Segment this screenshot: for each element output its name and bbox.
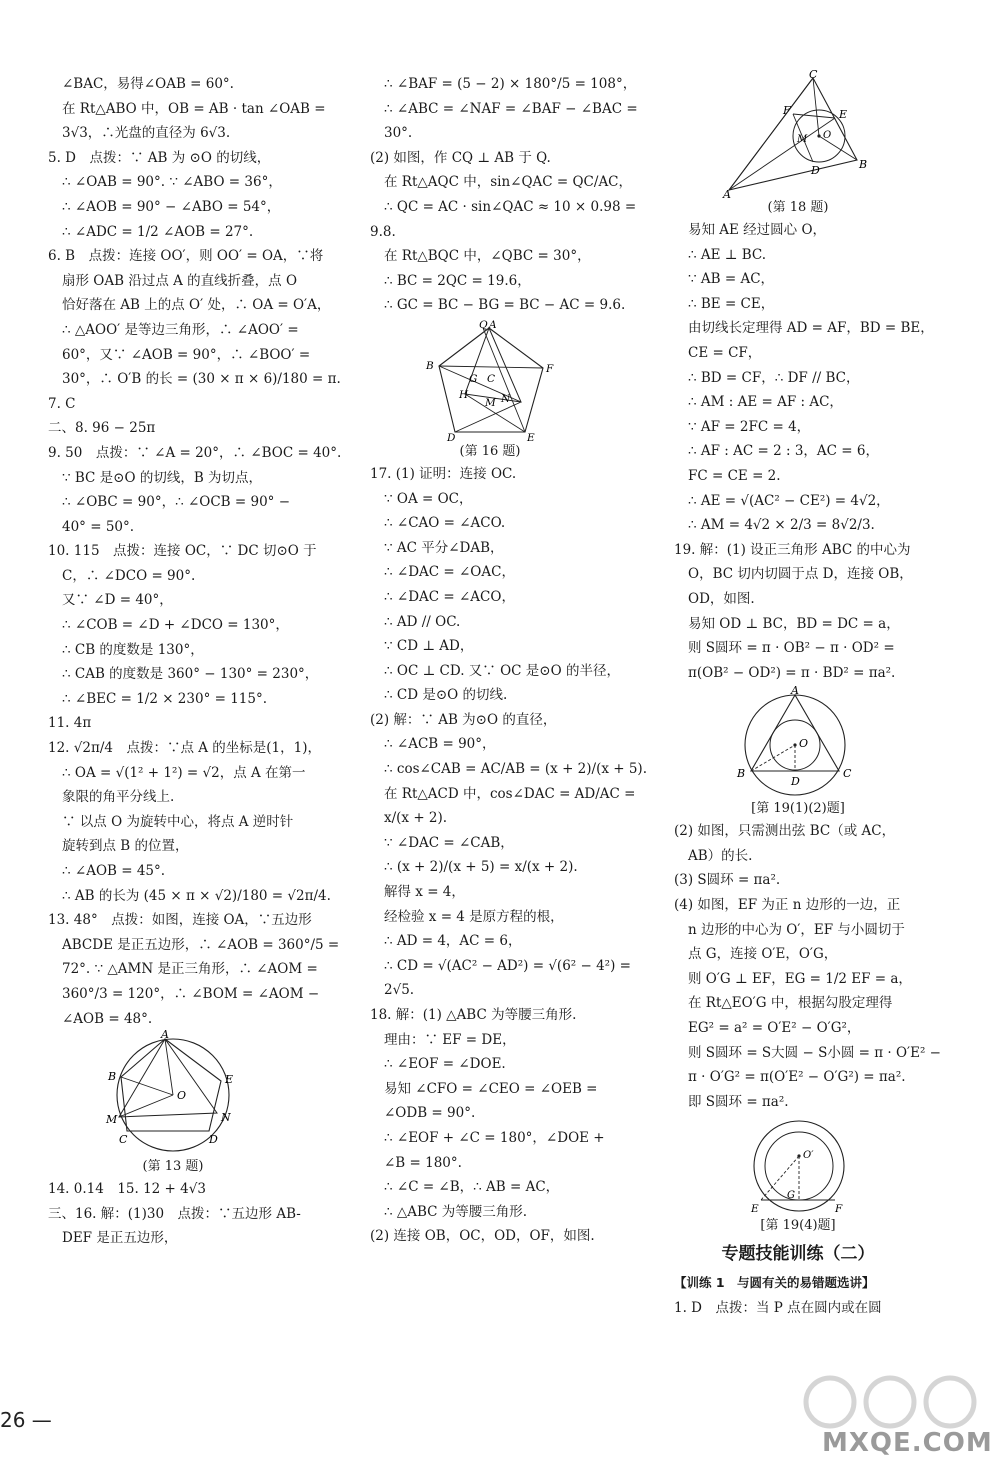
text-line: (2) 如图，只需测出弦 BC（或 AC， <box>674 823 896 840</box>
text-line: ∴ ∠EOF + ∠C = 180°，∠DOE + <box>384 1129 605 1146</box>
text-line: FC = CE = 2. <box>688 467 781 484</box>
text-line: ∴ CD = √(AC² − AD²) = √(6² − 4²) = <box>384 957 631 974</box>
text-line: ∴ CB 的度数是 130°， <box>62 641 204 658</box>
text-line: ∴ ∠ACB = 90°， <box>384 736 496 753</box>
fig18-label-m: M <box>797 134 808 145</box>
text-line: ∠B = 180°. <box>384 1154 462 1171</box>
text-line: C，∴ ∠DCO = 90°. <box>62 567 196 584</box>
fig13-label-e: E <box>225 1073 234 1087</box>
text-line: ∴ CD 是⊙O 的切线. <box>384 687 508 704</box>
text-line: 10. 115 点拨：连接 OC，∵ DC 切⊙O 于 <box>48 543 317 560</box>
text-line: 9. 50 点拨：∵ ∠A = 20°，∴ ∠BOC = 40°. <box>48 444 342 461</box>
figure-18 <box>723 68 873 201</box>
column-middle <box>370 72 647 1249</box>
text-line: π · O′G² = π(O′E² − O′G²) = πa². <box>688 1069 906 1086</box>
text-line: ∴ ∠DAC = ∠OAC， <box>384 564 515 581</box>
figure-19-1-2-caption: [第 19(1)(2)题] <box>751 801 845 817</box>
text-line: ∴ QC = AC · sin∠QAC ≈ 10 × 0.98 = <box>384 198 637 215</box>
fig16-label-c: C <box>487 372 496 385</box>
figure-13 <box>103 1028 243 1157</box>
text-line: 又∵ ∠D = 40°， <box>62 592 173 609</box>
text-line: 恰好落在 AB 上的点 O′ 处，∴ OA = O′A， <box>62 297 331 314</box>
text-line: ∴ AE = √(AC² − CE²) = 4√2， <box>688 492 890 509</box>
text-line: ∴ BC = 2QC = 19.6， <box>384 272 531 289</box>
text-line: ∴ AE ⊥ BC. <box>688 246 767 263</box>
fig18-label-f: F <box>783 104 791 117</box>
text-line: ∠ODB = 90°. <box>384 1105 476 1122</box>
text-line: 二、8. 96 − 25π <box>48 420 156 437</box>
text-line: 19. 解：(1) 设正三角形 ABC 的中心为 <box>674 541 911 558</box>
fig19b-label-f: F <box>835 1203 843 1216</box>
text-line: ∵ ∠DAC = ∠CAB， <box>384 834 514 851</box>
fig16-label-e: E <box>527 431 535 444</box>
text-line: 72°. ∵ △AMN 是正三角形，∴ ∠AOM = <box>62 961 318 978</box>
fig16-label-h: H <box>459 388 469 401</box>
text-line: 6. B 点拨：连接 OO′，则 OO′ = OA，∵将 <box>48 248 324 265</box>
fig18-label-d: D <box>811 164 820 177</box>
text-line: (2) 如图，作 CQ ⊥ AB 于 Q. <box>370 149 551 166</box>
text-line: 60°，又∵ ∠AOB = 90°，∴ ∠BOO′ = <box>62 346 311 363</box>
fig13-label-a: A <box>161 1028 169 1042</box>
fig18-label-a: A <box>723 188 731 201</box>
text-line: ∴ △ABC 为等腰三角形. <box>384 1203 528 1220</box>
text-line: 解得 x = 4， <box>384 884 465 901</box>
column-left-tail <box>48 1177 301 1251</box>
watermark-text: MXQE.COM <box>822 1428 993 1458</box>
text-line: 13. 48° 点拨：如图，连接 OA，∵五边形 <box>48 912 312 929</box>
column-middle-tail <box>370 462 647 1249</box>
text-line: ∴ ∠CAO = ∠ACO. <box>384 515 506 532</box>
text-line: 理由：∵ EF = DE， <box>384 1031 516 1048</box>
text-line: ∵ AF = 2FC = 4， <box>688 418 811 435</box>
text-line: ∵ 以点 O 为旋转中心，将点 A 逆时针 <box>62 813 294 830</box>
text-line: ∴ AF : AC = 2 : 3，AC = 6， <box>688 443 879 460</box>
figure-19-4-caption: [第 19(4)题] <box>760 1218 836 1234</box>
text-line: 在 Rt△BQC 中，∠QBC = 30°， <box>384 248 591 265</box>
fig13-label-d: D <box>209 1133 218 1147</box>
text-line: (4) 如图，EF 为正 n 边形的一边，正 <box>674 897 901 914</box>
text-line: 扇形 OAB 沿过点 A 的直线折叠，点 O <box>62 272 298 289</box>
text-line: ∴ BD = CF，∴ DF // BC， <box>688 369 860 386</box>
text-line: 2√5. <box>384 982 415 999</box>
text-line: ∴ ∠OAB = 90°. ∵ ∠ABO = 36°， <box>62 174 282 191</box>
fig19a-label-o: O <box>799 737 809 751</box>
text-line: ∴ ∠BEC = 1/2 × 230° = 115°. <box>62 690 268 707</box>
text-line: 40° = 50°. <box>62 518 135 535</box>
text-line: ∴ OC ⊥ CD. 又∵ OC 是⊙O 的半径， <box>384 662 620 679</box>
training-title: 【训练 1 与圆有关的易错题选讲】 <box>674 1275 875 1290</box>
text-line: 易知 OD ⊥ BC，BD = DC = a， <box>688 615 900 632</box>
text-line: ∵ CD ⊥ AD， <box>384 638 474 655</box>
text-line: 则 S圆环 = π · OB² − π · OD² = <box>688 640 895 657</box>
text-line: ∴ ∠BAF = (5 − 2) × 180°/5 = 108°， <box>384 76 637 92</box>
text-line: ∴ ∠DAC = ∠ACO， <box>384 588 515 605</box>
fig19b-label-g: G <box>787 1190 795 1202</box>
figure-16-caption: (第 16 题) <box>459 443 521 459</box>
fig13-label-c: C <box>119 1133 128 1147</box>
column-left-lines <box>48 72 342 1031</box>
fig19b-label-e: E <box>751 1203 759 1216</box>
fig13-label-b: B <box>108 1070 117 1084</box>
text-line: 在 Rt△ACD 中，cos∠DAC = AD/AC = <box>384 785 636 802</box>
text-line: (2) 解：∵ AB 为⊙O 的直径， <box>370 711 557 728</box>
text-line: 11. 4π <box>48 715 92 732</box>
figure-19-1-2 <box>733 684 863 799</box>
column-right <box>674 68 941 1320</box>
text-line: DEF 是正五边形， <box>62 1230 178 1247</box>
fig16-label-d: D <box>447 431 456 444</box>
text-line: ∠BAC，易得∠OAB = 60°. <box>62 76 234 92</box>
training-first-line: 1. D 点拨：当 P 点在圆内或在圆 <box>674 1299 882 1316</box>
fig16-label-b: B <box>426 359 434 372</box>
text-line: ∵ AC 平分∠DAB， <box>384 539 504 556</box>
text-line: OD，如图. <box>688 590 755 607</box>
text-line: ∴ ∠ADC = 1/2 ∠AOB = 27°. <box>62 223 254 240</box>
text-line: 在 Rt△AQC 中，sin∠QAC = QC/AC， <box>384 174 633 191</box>
figure-19-4 <box>743 1116 853 1216</box>
text-line: ∴ OA = √(1² + 1²) = √2，点 A 在第一 <box>62 764 306 781</box>
text-line: ∴ CAB 的度数是 360° − 130° = 230°， <box>62 666 319 683</box>
text-line: 3√3，∴光盘的直径为 6√3. <box>62 125 231 142</box>
text-line: ∴ AM = 4√2 × 2/3 = 8√2/3. <box>688 517 875 534</box>
text-line: π(OB² − OD²) = π · BD² = πa². <box>688 664 896 681</box>
text-line: ∴ AD = 4，AC = 6， <box>384 933 522 950</box>
text-line: (3) S圆环 = πa². <box>674 872 781 889</box>
fig16-label-f: F <box>546 362 554 375</box>
fig18-label-e: E <box>839 108 848 121</box>
text-line: 易知 AE 经过圆心 O， <box>688 222 827 238</box>
text-line: 象限的角平分线上. <box>62 789 175 806</box>
column-middle-lines <box>370 72 638 318</box>
fig16-label-a: A <box>489 318 497 331</box>
fig13-label-o: O <box>177 1089 187 1103</box>
figure-18-caption: (第 18 题) <box>767 200 829 215</box>
text-line: 经检验 x = 4 是原方程的根， <box>384 908 564 925</box>
text-line: 18. 解：(1) △ABC 为等腰三角形. <box>370 1007 577 1023</box>
text-line: 由切线长定理得 AD = AF，BD = BE， <box>688 320 934 337</box>
text-line: ∴ cos∠CAB = AC/AB = (x + 2)/(x + 5). <box>384 761 647 778</box>
text-line: 在 Rt△EO′G 中，根据勾股定理得 <box>688 995 893 1012</box>
fig16-label-g: G <box>469 372 478 385</box>
text-line: 点 G，连接 O′E，O′G， <box>688 946 838 963</box>
page-number: 26 — <box>0 1408 52 1432</box>
text-line: ∴ ∠OBC = 90°，∴ ∠OCB = 90° − <box>62 494 291 511</box>
figure-16 <box>425 320 555 442</box>
text-line: ∠AOB = 48°. <box>62 1010 153 1027</box>
text-line: ∴ (x + 2)/(x + 5) = x/(x + 2). <box>384 859 578 876</box>
text-line: 14. 0.14 15. 12 + 4√3 <box>48 1181 206 1198</box>
text-line: ∴ ∠AOB = 45°. <box>62 863 166 879</box>
text-line: 7. C <box>48 395 76 412</box>
text-line: ∴ ∠EOF = ∠DOE. <box>384 1056 506 1073</box>
text-line: ∴ ∠COB = ∠D + ∠DCO = 130°， <box>62 617 289 634</box>
text-line: ∴ AM : AE = AF : AC， <box>688 394 843 411</box>
text-line: (2) 连接 OB，OC，OD，OF，如图. <box>370 1228 595 1245</box>
fig19a-label-a: A <box>791 684 799 698</box>
text-line: 5. D 点拨：∵ AB 为 ⊙O 的切线， <box>48 149 271 166</box>
text-line: ∴ △AOO′ 是等边三角形，∴ ∠AOO′ = <box>62 321 299 338</box>
text-line: 30°，∴ O′B 的长 = (30 × π × 6)/180 = π. <box>62 371 341 388</box>
text-line: 30°. <box>384 125 413 142</box>
fig18-label-b: B <box>859 158 868 171</box>
text-line: EG² = a² = O′E² − O′G²， <box>688 1020 861 1037</box>
text-line: 在 Rt△ABO 中，OB = AB · tan ∠OAB = <box>62 100 326 117</box>
column-left <box>48 72 342 1251</box>
text-line: ∵ AB = AC， <box>688 271 775 288</box>
fig16-label-n: N <box>501 392 511 405</box>
text-line: 则 O′G ⊥ EF，EG = 1/2 EF = a， <box>688 970 912 987</box>
text-line: 17. (1) 证明：连接 OC. <box>370 465 517 482</box>
fig13-label-m: M <box>106 1113 118 1127</box>
fig16-label-m: M <box>485 396 496 409</box>
text-line: CE = CF， <box>688 344 762 361</box>
fig16-label-q: Q <box>479 318 488 331</box>
text-line: AB）的长. <box>688 847 753 864</box>
fig13-label-n: N <box>221 1111 231 1125</box>
text-line: x/(x + 2). <box>384 810 448 827</box>
section-title: 专题技能训练（二） <box>721 1244 875 1265</box>
text-line: ABCDE 是正五边形，∴ ∠AOB = 360°/5 = <box>62 936 340 953</box>
figure-13-caption: (第 13 题) <box>142 1159 204 1175</box>
fig18-label-o: O <box>823 130 832 141</box>
text-line: ∵ OA = OC， <box>384 490 473 507</box>
fig19a-label-b: B <box>737 767 746 781</box>
fig19b-label-o-prime: O′ <box>803 1150 814 1162</box>
text-line: 则 S圆环 = S大圆 − S小圆 = π · O′E² − <box>688 1044 941 1061</box>
text-line: ∴ GC = BC − BG = BC − AC = 9.6. <box>384 297 626 314</box>
text-line: ∴ ∠C = ∠B，∴ AB = AC， <box>384 1179 560 1196</box>
column-right-mid <box>674 819 941 1114</box>
text-line: ∴ ∠ABC = ∠NAF = ∠BAF − ∠BAC = <box>384 100 638 117</box>
text-line: ∴ ∠AOB = 90° − ∠ABO = 54°， <box>62 198 281 215</box>
fig18-label-c: C <box>809 68 818 81</box>
fig19a-label-d: D <box>791 775 800 789</box>
text-line: 三、16. 解：(1)30 点拨：∵五边形 AB- <box>48 1205 301 1222</box>
text-line: 即 S圆环 = πa². <box>688 1093 789 1110</box>
text-line: ∴ BE = CE， <box>688 295 775 312</box>
text-line: n 边形的中心为 O′，EF 与小圆切于 <box>688 921 905 938</box>
text-line: 12. √2π/4 点拨：∵点 A 的坐标是(1，1)， <box>48 740 322 757</box>
text-line: O，BC 切内切圆于点 D，连接 OB， <box>688 566 913 583</box>
text-line: ∵ BC 是⊙O 的切线，B 为切点， <box>62 469 263 486</box>
column-right-lines <box>674 218 934 685</box>
text-line: 360°/3 = 120°，∴ ∠BOM = ∠AOM − <box>62 985 320 1002</box>
text-line: 易知 ∠CFO = ∠CEO = ∠OEB = <box>384 1080 598 1097</box>
text-line: 旋转到点 B 的位置， <box>62 838 189 855</box>
fig19a-label-c: C <box>843 767 852 781</box>
text-line: 9.8. <box>370 223 396 240</box>
text-line: ∴ AB 的长为 (45 × π × √2)/180 = √2π/4. <box>62 887 331 904</box>
text-line: ∴ AD // OC. <box>384 613 461 630</box>
